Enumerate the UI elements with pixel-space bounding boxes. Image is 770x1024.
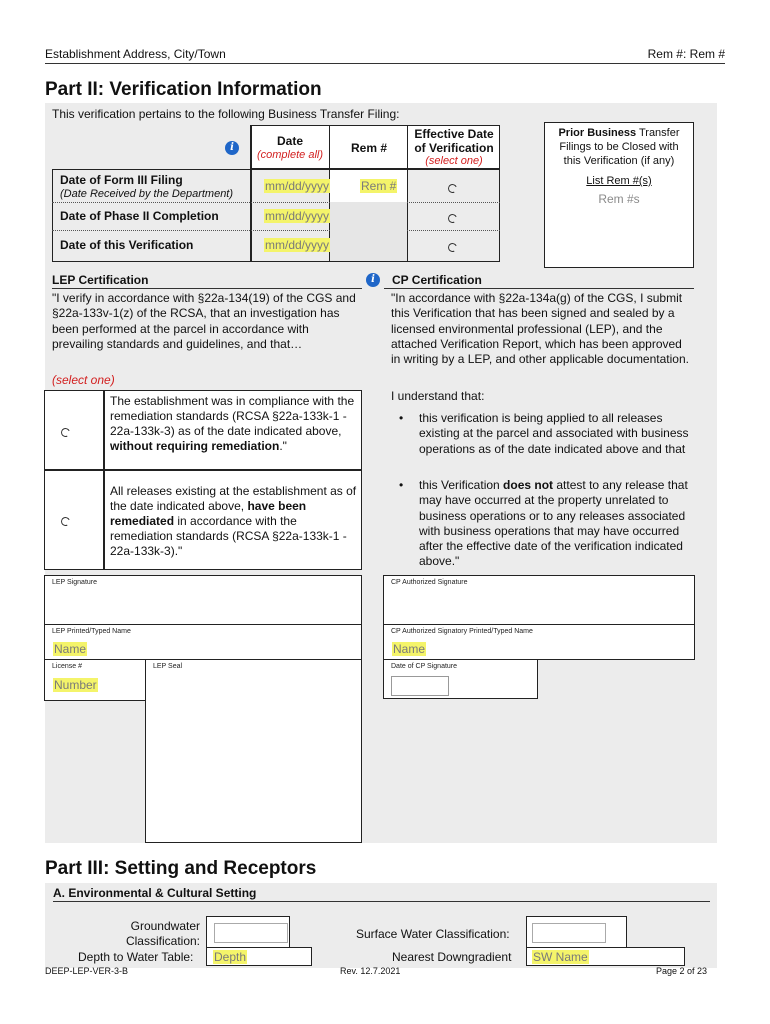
surface-water-field bbox=[526, 916, 627, 949]
col-rem-header: Rem # bbox=[350, 141, 388, 155]
lep-options-box bbox=[44, 390, 362, 570]
depth-label: Depth to Water Table: bbox=[78, 950, 194, 964]
cp-understand: I understand that: bbox=[391, 389, 485, 403]
row-verification-label: Date of this Verification bbox=[60, 238, 194, 252]
col-date-header: Date bbox=[276, 134, 303, 148]
prior-line2: Filings to be Closed with bbox=[559, 141, 679, 153]
cp-date-field bbox=[383, 659, 538, 699]
cp-bullet1-dot: • bbox=[399, 411, 404, 425]
col-eff-note: (select one) bbox=[425, 155, 483, 167]
prior-line3: this Verification (if any) bbox=[563, 155, 675, 167]
cp-signature-field[interactable] bbox=[383, 575, 695, 625]
row-phase2-label: Date of Phase II Completion bbox=[60, 209, 219, 223]
col-date-note: (complete all) bbox=[256, 149, 324, 161]
verification-effective-radio[interactable] bbox=[448, 239, 457, 257]
lep-title: LEP Certification bbox=[52, 273, 362, 289]
section-a-title: A. Environmental & Cultural Setting bbox=[53, 886, 710, 902]
prior-title-rest: Transfer bbox=[636, 127, 680, 139]
lep-license-field[interactable] bbox=[44, 659, 146, 701]
verification-date-input[interactable]: mm/dd/yyyy bbox=[265, 238, 330, 252]
footer-form-id: DEEP-LEP-VER-3-B bbox=[45, 966, 129, 976]
lep-license-label: License # bbox=[52, 663, 82, 670]
surface-water-label: Surface Water Classification: bbox=[356, 927, 510, 941]
cp-name-input[interactable]: Name bbox=[393, 642, 426, 656]
surface-water-input[interactable] bbox=[532, 923, 606, 943]
col-eff-header-2: of Verification bbox=[414, 141, 494, 155]
row-form3-sub: (Date Received by the Department) bbox=[60, 188, 234, 200]
list-rem-link[interactable]: List Rem #(s) bbox=[586, 175, 652, 187]
lep-signature-field[interactable] bbox=[44, 575, 362, 625]
cp-signature-label: CP Authorized Signature bbox=[391, 579, 468, 586]
info-icon[interactable]: i bbox=[225, 141, 239, 155]
cp-name-label: CP Authorized Signatory Printed/Typed Name bbox=[391, 628, 533, 635]
cp-title: CP Certification bbox=[384, 273, 694, 289]
lep-license-input[interactable]: Number bbox=[54, 678, 97, 692]
lep-seal-label: LEP Seal bbox=[153, 663, 183, 670]
prior-rem-input[interactable]: Rem #s bbox=[598, 192, 640, 206]
lep-text: "I verify in accordance with §22a-134(19) of the CGS and §22a-133v-1(z) of the RCSA, that an investigation has been performed at the parcel in accordance with prevailing standards and guidelines, and that… bbox=[52, 291, 356, 351]
lep-option2-radio[interactable] bbox=[61, 513, 70, 531]
nearest-label: Nearest Downgradient bbox=[392, 950, 512, 964]
page-header bbox=[45, 46, 725, 64]
part3-title: Part III: Setting and Receptors bbox=[45, 858, 317, 879]
depth-input[interactable]: Depth bbox=[214, 950, 247, 964]
lep-seal-field[interactable] bbox=[145, 659, 362, 843]
footer-revision: Rev. 12.7.2021 bbox=[340, 966, 401, 976]
header-address: Establishment Address, City/Town bbox=[45, 47, 226, 61]
footer-page: Page 2 of 23 bbox=[656, 966, 708, 976]
cp-date-label: Date of CP Signature bbox=[391, 663, 458, 670]
header-rem: Rem #: Rem # bbox=[647, 47, 725, 61]
col-eff-header-1: Effective Date bbox=[414, 127, 494, 141]
groundwater-input[interactable] bbox=[214, 923, 288, 943]
sw-name-input[interactable]: SW Name bbox=[533, 950, 588, 964]
lep-name-field[interactable] bbox=[44, 624, 362, 660]
prior-filings-box bbox=[544, 122, 694, 268]
part2-title: Part II: Verification Information bbox=[45, 79, 322, 100]
cp-date-input[interactable] bbox=[391, 676, 449, 696]
cp-bullet2: this Verification does not attest to any release that may have occurred at the property unrelated to business operations or to any releases associated with business operations that may have occurred after the effective date of the verification indicated above." bbox=[419, 478, 688, 569]
form3-rem-input[interactable]: Rem # bbox=[361, 179, 397, 193]
lep-name-input[interactable]: Name bbox=[54, 642, 87, 656]
lep-select-one: (select one) bbox=[52, 373, 115, 387]
depth-field bbox=[206, 947, 312, 966]
groundwater-field bbox=[206, 916, 290, 949]
lep-signature-label: LEP Signature bbox=[52, 579, 98, 586]
sw-name-field bbox=[526, 947, 685, 966]
lep-option1-text: The establishment was in compliance with the remediation standards (RCSA §22a-133k-1 - 22a-133k-3) as of the date indicated above, without requiring remediation." bbox=[110, 394, 355, 453]
phase2-date-input[interactable]: mm/dd/yyyy bbox=[265, 209, 330, 223]
lep-name-label: LEP Printed/Typed Name bbox=[52, 628, 131, 635]
groundwater-label: Groundwater Classification: bbox=[125, 919, 200, 948]
cp-bullet1: this verification is being applied to all releases existing at the parcel and associated with business operations as of the date indicated above and that bbox=[419, 411, 689, 456]
verification-table bbox=[52, 125, 500, 262]
part2-intro: This verification pertains to the following Business Transfer Filing: bbox=[52, 107, 400, 121]
lep-option2-text: All releases existing at the establishment as of the date indicated above, have been remediated in accordance with the remediation standards (RCSA §22a-133k-1 - 22a-133k-3)." bbox=[110, 484, 357, 558]
cp-name-field[interactable] bbox=[383, 624, 695, 660]
form3-effective-radio[interactable] bbox=[448, 180, 457, 198]
prior-title-bold: Prior Business bbox=[558, 127, 637, 139]
lep-option1-radio[interactable] bbox=[61, 424, 70, 442]
cp-bullet2-dot: • bbox=[399, 478, 404, 492]
phase2-effective-radio[interactable] bbox=[448, 210, 457, 228]
form3-date-input[interactable]: mm/dd/yyyy bbox=[265, 179, 330, 193]
row-form3-label: Date of Form III Filing bbox=[60, 173, 183, 187]
cp-text: "In accordance with §22a-134a(g) of the CGS, I submit this Verification that has been signed and sealed by a licensed environmental professional (LEP), and the attached Verification Report, which has been approved in writing by a LEP, and other applicable documentation. bbox=[391, 291, 689, 367]
cp-info-icon[interactable]: i bbox=[366, 273, 380, 287]
